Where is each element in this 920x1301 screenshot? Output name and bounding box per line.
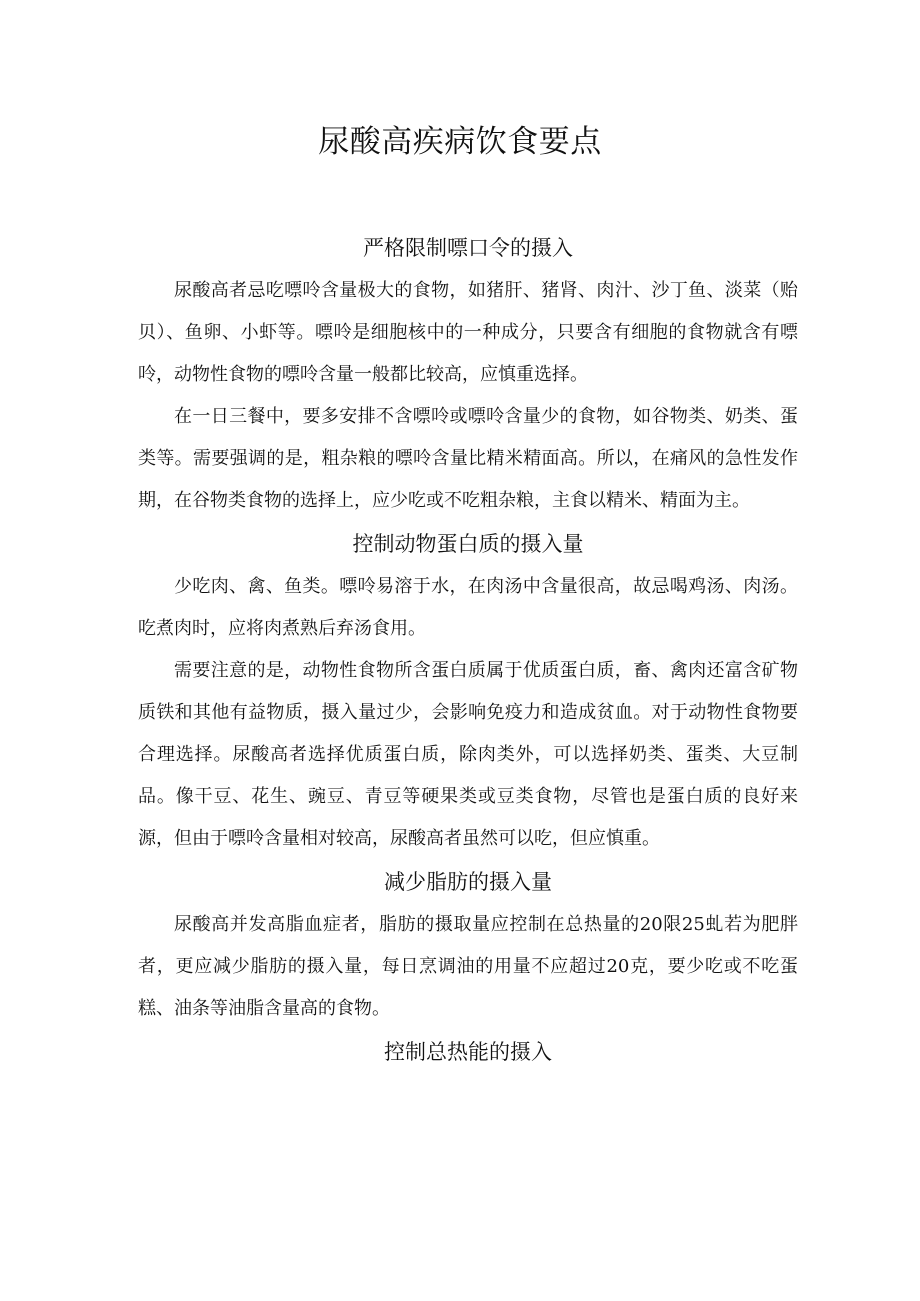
section-heading-purine-limit: 严格限制嘌口令的摄入: [363, 236, 573, 260]
paragraph: 尿酸高并发高脂血症者，脂肪的摄取量应控制在总热量的20限25虬若为肥胖者，更应减少脂肪的摄入量，每日烹调油的用量不应超过20克，要少吃或不吃蛋糕、油条等油脂含量高的食物。: [138, 914, 798, 1019]
paragraph: 少吃肉、禽、鱼类。嘌呤易溶于水，在肉汤中含量很高，故忌喝鸡汤、肉汤。吃煮肉时，应将肉煮熟后弃汤食用。: [138, 576, 798, 639]
paragraph: 在一日三餐中，要多安排不含嘌呤或嘌呤含量少的食物，如谷物类、奶类、蛋类等。需要强调的是，粗杂粮的嘌呤含量比精米精面高。所以，在痛风的急性发作期，在谷物类食物的选择上，应少吃或不吃粗杂粮，主食以精米、精面为主。: [138, 406, 798, 511]
section-heading-fat-intake: 减少脂肪的摄入量: [384, 870, 552, 894]
paragraph: 尿酸高者忌吃嘌呤含量极大的食物，如猪肝、猪肾、肉汁、沙丁鱼、淡菜（贻贝）、鱼卵、小虾等。嘌呤是细胞核中的一种成分，只要含有细胞的食物就含有嘌呤，动物性食物的嘌呤含量一般都比较高，应慎重选择。: [138, 280, 798, 385]
section-heading-animal-protein: 控制动物蛋白质的摄入量: [352, 532, 584, 556]
document-body: [138, 226, 798, 1074]
document-title: 尿酸高疾病饮食要点: [318, 124, 602, 160]
section-heading-total-energy: 控制总热能的摄入: [384, 1040, 552, 1064]
paragraph: 需要注意的是，动物性食物所含蛋白质属于优质蛋白质，畜、禽肉还富含矿物质铁和其他有益物质，摄入量过少，会影响免疫力和造成贫血。对于动物性食物要合理选择。尿酸高者选择优质蛋白质，除肉类外，可以选择奶类、蛋类、大豆制品。像干豆、花生、豌豆、青豆等硬果类或豆类食物，尽管也是蛋白质的良好来源，但由于嘌呤含量相对较高，尿酸高者虽然可以吃，但应慎重。: [138, 660, 798, 849]
